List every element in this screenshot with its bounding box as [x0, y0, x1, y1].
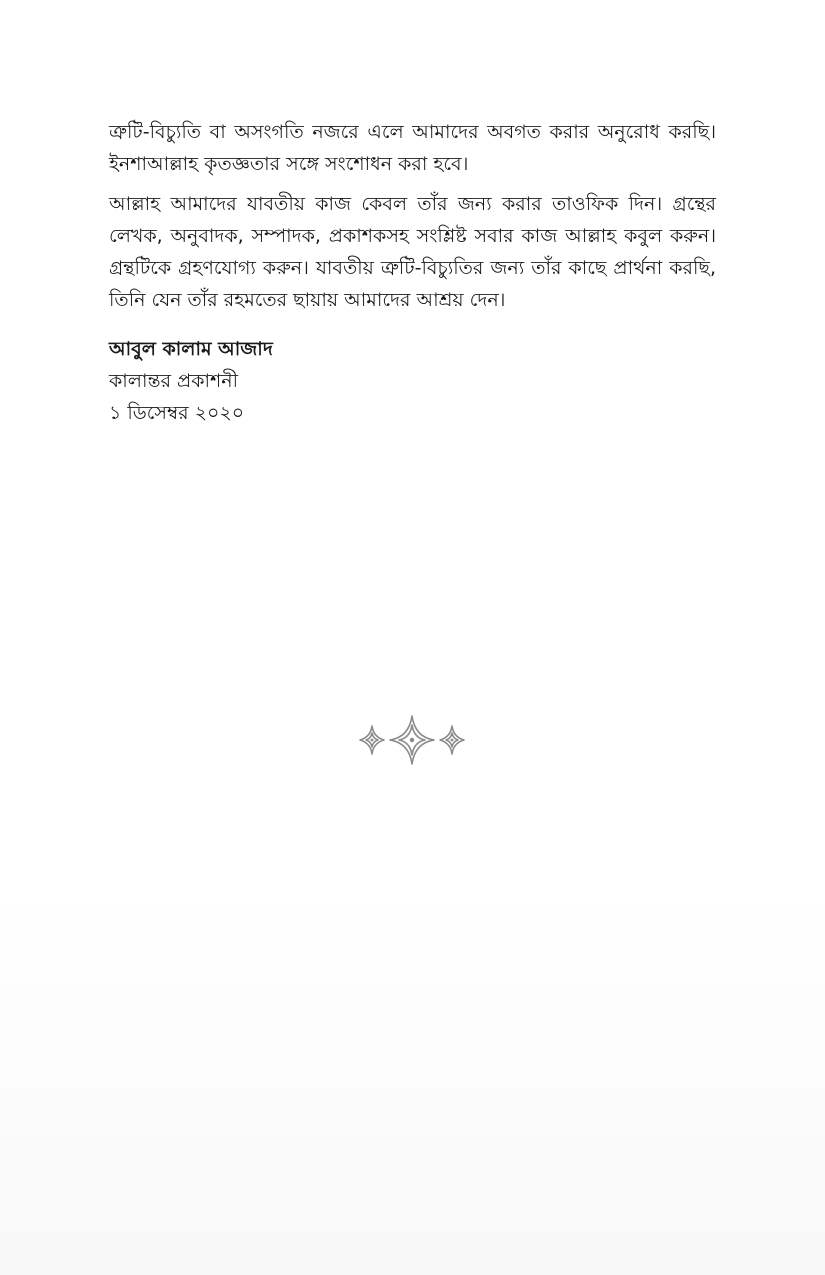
- paragraph-errata-request: ত্রুটি-বিচ্যুতি বা অসংগতি নজরে এলে আমাদের অবগত করার অনুরোধ করছি। ইনশাআল্লাহ কৃতজ্ঞতার সঙ্গে সংশোধন করা হবে।: [109, 121, 716, 175]
- sparkle-ornament-icon: [356, 712, 468, 768]
- signature-block: [109, 333, 716, 429]
- signature-date: ১ ডিসেম্বর ২০২০: [109, 402, 245, 424]
- document-body: [109, 116, 716, 429]
- signature-organization: কালান্তর প্রকাশনী: [109, 370, 239, 392]
- paragraph-prayer: আল্লাহ আমাদের যাবতীয় কাজ কেবল তাঁর জন্য করার তাওফিক দিন। গ্রন্থের লেখক, অনুবাদক, সম্পাদক, প্রকাশকসহ সংশ্লিষ্ট সবার কাজ আল্লাহ কবুল করুন। গ্রন্থটিকে গ্রহণযোগ্য করুন। যাবতীয় ত্রুটি-বিচ্যুতির জন্য তাঁর কাছে প্রার্থনা করছি, তিনি যেন তাঁর রহমতের ছায়ায় আমাদের আশ্রয় দেন।: [109, 193, 716, 311]
- signature-name: আবুল কালাম আজাদ: [109, 338, 273, 360]
